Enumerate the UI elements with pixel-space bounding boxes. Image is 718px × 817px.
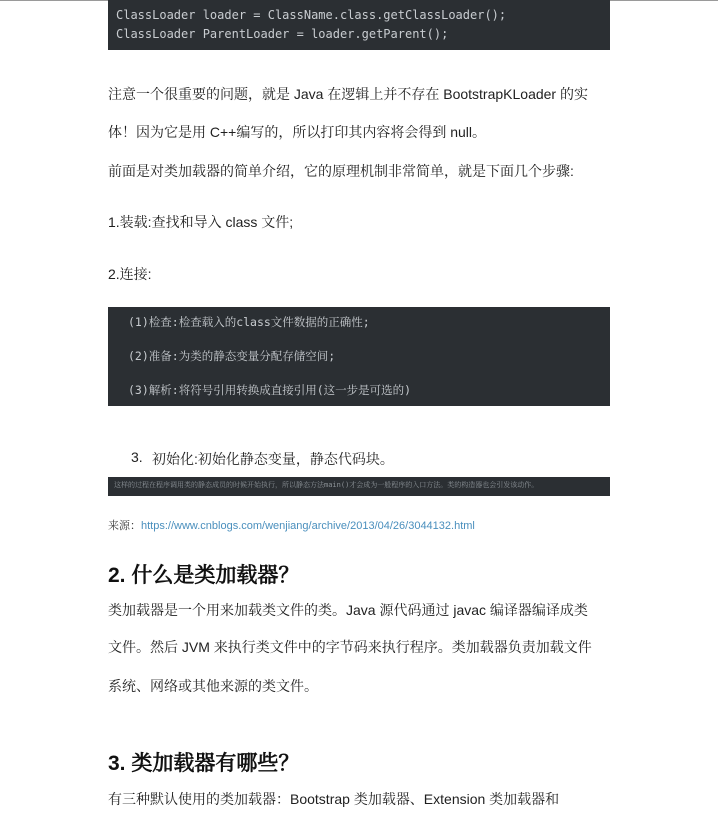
code-block-classloader: [108, 0, 610, 50]
source-label: 来源：: [108, 520, 141, 532]
note-paragraph-line-1: 注意一个很重要的问题，就是 Java 在逻辑上并不存在 BootstrapKLoader 的实: [108, 86, 588, 102]
code-line: (2)准备:为类的静态变量分配存储空间;: [128, 349, 336, 363]
step-3-number: 3.: [131, 449, 143, 465]
code-line: (3)解析:将符号引用转换成直接引用(这一步是可选的): [128, 383, 412, 397]
note-paragraph-line-2: 体！因为它是用 C++编写的，所以打印其内容将会得到 null。: [108, 124, 487, 140]
step-1-text: 1.装载:查找和导入 class 文件;: [108, 214, 294, 230]
section-2-line-2: 文件。然后 JVM 来执行类文件中的字节码来执行程序。类加载器负责加载文件: [108, 639, 592, 655]
code-line: 这样的过程在程序调用类的静态成员的时候开始执行，所以静态方法main()才会成为一般程序的入口方法。类的构造器也会引发该动作。: [114, 481, 539, 489]
step-3-text: 初始化:初始化静态变量，静态代码块。: [152, 451, 394, 467]
code-block-init-note: [108, 477, 610, 496]
section-2-heading: 2. 什么是类加载器？: [108, 564, 300, 587]
source-link[interactable]: https://www.cnblogs.com/wenjiang/archive/2013/04/26/3044132.html: [141, 520, 475, 532]
intro-paragraph: 前面是对类加载器的简单介绍，它的原理机制非常简单，就是下面几个步骤:: [108, 163, 574, 179]
code-line: (1)检查:检查载入的class文件数据的正确性;: [128, 315, 370, 329]
section-2-line-3: 系统、网络或其他来源的类文件。: [108, 678, 318, 694]
section-2-line-1: 类加载器是一个用来加载类文件的类。Java 源代码通过 javac 编译器编译成类: [108, 602, 588, 618]
step-2-text: 2.连接:: [108, 266, 152, 282]
source-line: [108, 517, 475, 533]
code-line: ClassLoader ParentLoader = loader.getParent();: [116, 27, 449, 41]
section-3-heading: 3. 类加载器有哪些？: [108, 752, 300, 775]
code-line: ClassLoader loader = ClassName.class.getClassLoader();: [116, 8, 507, 22]
code-block-link-steps: [108, 307, 610, 406]
section-3-line-1: 有三种默认使用的类加载器：Bootstrap 类加载器、Extension 类加载器和: [108, 791, 560, 807]
